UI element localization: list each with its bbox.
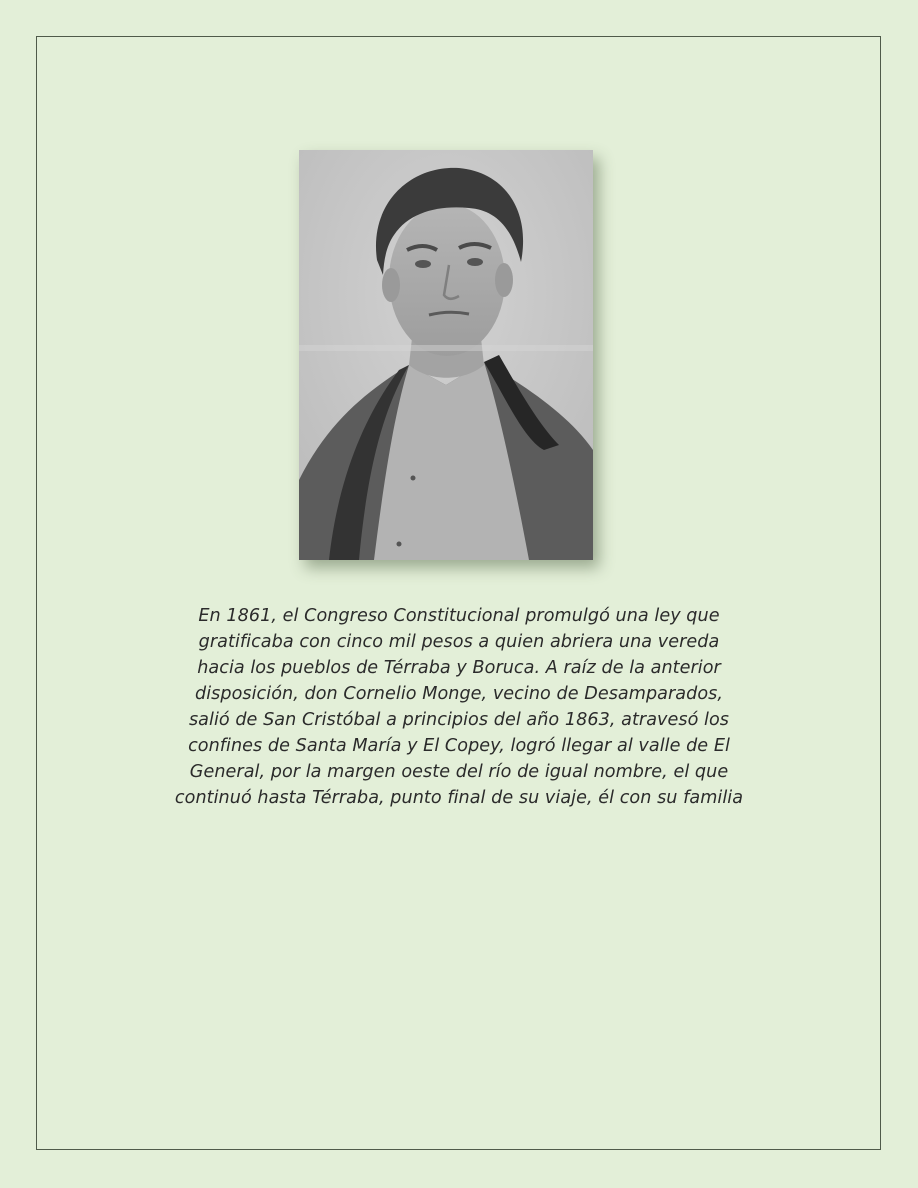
caption-line: continuó hasta Térraba, punto final de su viaje, él con su familia	[174, 788, 744, 808]
caption-line: General, por la margen oeste del río de igual nombre, el que	[189, 762, 729, 782]
portrait-photo	[299, 150, 593, 560]
caption-text	[110, 603, 808, 811]
caption-line: confines de Santa María y El Copey, logró llegar al valle de El	[188, 736, 730, 756]
caption-line: disposición, don Cornelio Monge, vecino de Desamparados,	[194, 684, 723, 704]
caption-line: salió de San Cristóbal a principios del año 1863, atravesó los	[188, 710, 730, 730]
caption-line: gratificaba con cinco mil pesos a quien abriera una vereda	[198, 632, 720, 652]
portrait-photo-icon	[299, 150, 593, 560]
caption-line: hacia los pueblos de Térraba y Boruca. A raíz de la anterior	[197, 658, 721, 678]
caption-line: En 1861, el Congreso Constitucional promulgó una ley que	[198, 606, 720, 626]
